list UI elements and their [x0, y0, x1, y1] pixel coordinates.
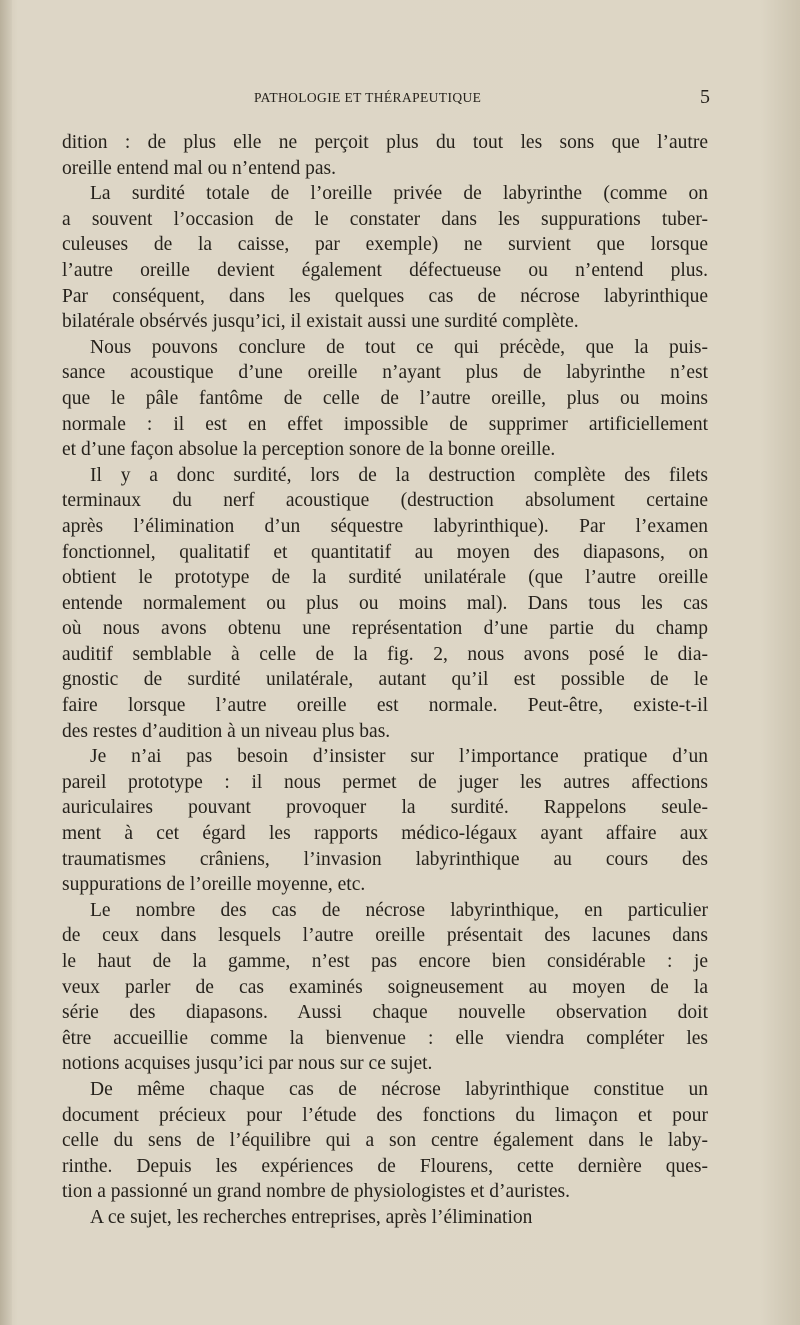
paragraph — [62, 181, 708, 335]
text-line: série des diapasons. Aussi chaque nouvelle observation doit — [62, 1002, 708, 1024]
paragraph — [62, 1205, 708, 1231]
text-line: Par conséquent, dans les quelques cas de nécrose labyrinthique — [62, 285, 708, 307]
text-line: Je n’ai pas besoin d’insister sur l’importance pratique d’un — [90, 746, 708, 768]
text-line: celle du sens de l’équilibre qui a son centre également dans le laby- — [62, 1130, 708, 1152]
text-line: A ce sujet, les recherches entreprises, après l’élimination — [90, 1206, 533, 1228]
paragraph — [62, 898, 708, 1077]
text-line: auditif semblable à celle de la fig. 2, nous avons posé le dia- — [62, 643, 708, 665]
text-line: suppurations de l’oreille moyenne, etc. — [62, 874, 366, 896]
text-line: le haut de la gamme, n’est pas encore bien considérable : je — [62, 951, 708, 972]
text-line: entende normalement ou plus ou moins mal). Dans tous les cas — [62, 592, 708, 614]
body-text — [62, 130, 708, 1231]
text-line: normale : il est en effet impossible de supprimer artificiellement — [62, 413, 708, 435]
text-line: dition : de plus elle ne perçoit plus du tout les sons que l’autre — [62, 132, 708, 153]
text-line: ment à cet égard les rapports médico-légaux ayant affaire aux — [62, 823, 708, 845]
paragraph — [62, 744, 708, 898]
paragraph — [62, 463, 708, 745]
text-line: rinthe. Depuis les expériences de Flourens, cette dernière ques- — [62, 1155, 708, 1177]
text-line: document précieux pour l’étude des fonctions du limaçon et pour — [62, 1104, 708, 1126]
text-line: des restes d’audition à un niveau plus bas. — [62, 720, 391, 742]
text-line: faire lorsque l’autre oreille est normale. Peut-être, existe-t-il — [62, 695, 708, 717]
text-line: l’autre oreille devient également défectueuse ou n’entend plus. — [62, 259, 708, 281]
text-line: pareil prototype : il nous permet de juger les autres affections — [62, 771, 708, 793]
paragraph — [62, 130, 708, 181]
text-line: de ceux dans lesquels l’autre oreille présentait des lacunes dans — [62, 925, 708, 947]
text-line: oreille entend mal ou n’entend pas. — [62, 157, 336, 179]
text-line: Nous pouvons conclure de tout ce qui précède, que la puis- — [90, 336, 708, 358]
text-line: après l’élimination d’un séquestre labyrinthique). Par l’examen — [62, 515, 708, 537]
paragraph — [62, 335, 708, 463]
text-line: Il y a donc surdité, lors de la destruction complète des filets — [90, 464, 708, 486]
text-line: sance acoustique d’une oreille n’ayant plus de labyrinthe n’est — [62, 362, 708, 384]
text-line: où nous avons obtenu une représentation d’une partie du champ — [62, 618, 708, 640]
text-line: obtient le prototype de la surdité unilatérale (que l’autre oreille — [62, 567, 708, 589]
page-number: 5 — [700, 86, 710, 108]
text-line: veux parler de cas examinés soigneusement au moyen de la — [62, 976, 708, 998]
text-line: tion a passionné un grand nombre de physiologistes et d’auristes. — [62, 1181, 570, 1203]
text-line: bilatérale obsérvés jusqu’ici, il existait aussi une surdité complète. — [62, 311, 579, 333]
text-line: traumatismes crâniens, l’invasion labyrinthique au cours des — [62, 848, 708, 870]
text-line: De même chaque cas de nécrose labyrinthique constitue un — [90, 1078, 708, 1100]
text-line: Le nombre des cas de nécrose labyrinthique, en particulier — [90, 899, 708, 921]
text-line: auriculaires pouvant provoquer la surdité. Rappelons seule- — [62, 797, 708, 819]
text-line: La surdité totale de l’oreille privée de labyrinthe (comme on — [90, 183, 708, 205]
text-line: fonctionnel, qualitatif et quantitatif au moyen des diapasons, on — [62, 541, 708, 563]
text-line: culeuses de la caisse, par exemple) ne survient que lorsque — [62, 234, 708, 256]
page-header — [62, 86, 710, 116]
text-line: a souvent l’occasion de le constater dans les suppurations tuber- — [62, 208, 708, 230]
running-head: PATHOLOGIE ET THÉRAPEUTIQUE — [254, 90, 482, 105]
text-line: être accueillie comme la bienvenue : elle viendra compléter les — [62, 1027, 708, 1049]
paragraph — [62, 1077, 708, 1205]
text-line: gnostic de surdité unilatérale, autant qu’il est possible de le — [62, 669, 708, 691]
text-line: notions acquises jusqu’ici par nous sur ce sujet. — [62, 1053, 433, 1075]
text-line: et d’une façon absolue la perception sonore de la bonne oreille. — [62, 439, 556, 461]
page-spine-shadow — [0, 0, 12, 1325]
text-line: que le pâle fantôme de celle de l’autre oreille, plus ou moins — [62, 387, 708, 409]
text-line: terminaux du nerf acoustique (destruction absolument certaine — [62, 490, 708, 512]
